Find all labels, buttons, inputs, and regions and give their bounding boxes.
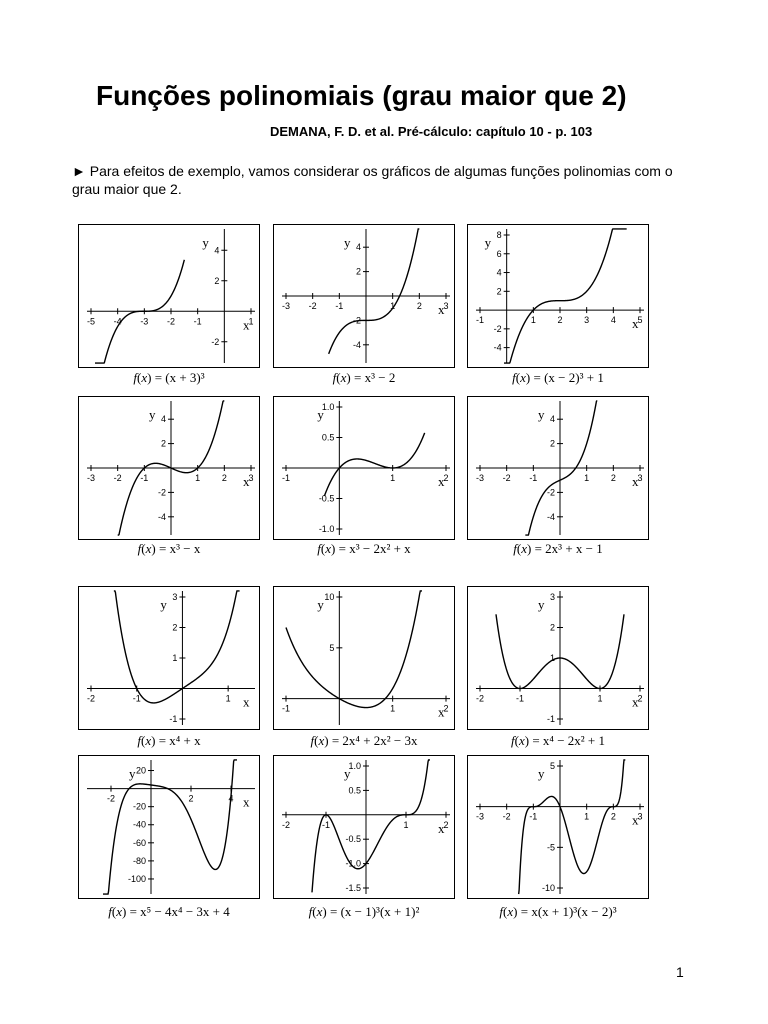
- chart-svg: [274, 587, 454, 729]
- x-tick-label: -2: [106, 793, 116, 804]
- x-tick-label: -3: [475, 473, 485, 483]
- chart-panel-4: [78, 396, 260, 540]
- y-tick-label: 0.5: [321, 432, 335, 443]
- x-tick-label: -1: [321, 819, 331, 830]
- y-tick-label: 1.0: [348, 761, 361, 771]
- chart-panel-12: [467, 755, 649, 899]
- y-tick-label: 2: [355, 266, 361, 277]
- y-tick-label: 8: [496, 230, 502, 240]
- x-tick-label: 2: [557, 315, 563, 326]
- function-curve: [103, 760, 237, 894]
- y-tick-label: -1: [546, 714, 555, 724]
- x-axis-label: x: [243, 694, 250, 710]
- function-curve: [329, 229, 420, 354]
- citation: DEMANA, F. D. et al. Pré-cálculo: capítulo 10 - p. 103: [270, 124, 593, 139]
- x-tick-label: 1: [584, 811, 590, 822]
- x-tick-label: 2: [221, 473, 227, 483]
- y-tick-label: -4: [352, 339, 361, 350]
- y-tick-label: -1.0: [345, 858, 361, 869]
- x-tick-label: -2: [502, 473, 511, 483]
- chart-caption: f(x) = x⁵ − 4x⁴ − 3x + 4: [108, 904, 230, 919]
- y-tick-label: -2: [493, 323, 502, 334]
- y-tick-label: -5: [546, 842, 555, 853]
- y-tick-label: -10: [541, 883, 555, 893]
- chart-caption: f(x) = 2x⁴ + 2x² − 3x: [310, 733, 418, 748]
- x-tick-label: 1: [248, 316, 254, 327]
- chart-panel-5: [273, 396, 455, 540]
- x-axis-label: x: [632, 694, 639, 710]
- chart-svg: [468, 587, 648, 729]
- y-tick-label: -4: [493, 342, 502, 353]
- chart-caption: f(x) = (x − 1)³(x + 1)²: [308, 904, 420, 919]
- x-axis-label: x: [243, 317, 250, 333]
- x-tick-label: 2: [443, 819, 449, 830]
- chart-caption: f(x) = x³ − x: [137, 541, 201, 556]
- x-tick-label: -1: [529, 473, 538, 483]
- x-tick-label: 3: [443, 301, 449, 311]
- y-tick-label: -80: [132, 855, 146, 866]
- x-tick-label: 3: [584, 315, 590, 326]
- y-tick-label: -60: [132, 837, 146, 848]
- function-curve: [286, 591, 422, 708]
- x-tick-label: 2: [443, 703, 449, 714]
- x-tick-label: 2: [610, 473, 616, 483]
- chart-caption: f(x) = (x + 3)³: [133, 370, 205, 385]
- y-tick-label: -20: [132, 801, 146, 812]
- y-axis-label: y: [538, 766, 545, 781]
- y-tick-label: 1: [549, 653, 555, 663]
- y-tick-label: -0.5: [345, 834, 361, 845]
- y-axis-label: y: [202, 235, 209, 250]
- y-tick-label: 4: [496, 267, 502, 278]
- x-tick-label: -1: [335, 301, 344, 311]
- x-tick-label: -4: [113, 316, 122, 327]
- x-tick-label: 2: [637, 693, 643, 704]
- y-tick-label: -2: [352, 315, 361, 326]
- x-axis-label: x: [438, 820, 445, 836]
- y-tick-label: 4: [549, 414, 555, 425]
- y-tick-label: -1.5: [345, 883, 361, 893]
- chart-svg: [274, 225, 454, 367]
- x-axis-label: x: [438, 302, 445, 317]
- chart-panel-8: [273, 586, 455, 730]
- chart-svg: [468, 225, 648, 367]
- x-tick-label: 2: [188, 793, 194, 804]
- x-tick-label: 3: [637, 811, 643, 822]
- chart-panel-3: [467, 224, 649, 368]
- x-tick-label: 1: [530, 315, 536, 326]
- x-tick-label: 1: [225, 693, 231, 704]
- page-title: Funções polinomiais (grau maior que 2): [96, 80, 627, 111]
- x-tick-label: 4: [228, 793, 234, 804]
- chart-svg: [79, 756, 259, 898]
- x-axis-label: x: [438, 474, 445, 489]
- y-tick-label: 10: [324, 592, 335, 602]
- x-axis-label: x: [632, 316, 639, 332]
- y-tick-label: 2: [160, 438, 166, 449]
- y-axis-label: y: [317, 407, 324, 422]
- x-axis-label: x: [632, 812, 639, 828]
- x-tick-label: -3: [86, 473, 96, 483]
- x-tick-label: -1: [475, 315, 485, 326]
- y-axis-label: y: [538, 407, 545, 422]
- y-axis-label: y: [344, 235, 351, 250]
- y-tick-label: -1.0: [318, 524, 335, 534]
- x-tick-label: -1: [515, 693, 525, 704]
- x-tick-label: -1: [281, 703, 291, 714]
- chart-caption: f(x) = x³ − 2x² + x: [317, 541, 411, 556]
- y-tick-label: 3: [172, 592, 178, 602]
- x-tick-label: -3: [475, 811, 485, 822]
- chart-svg: [274, 397, 454, 539]
- x-axis-label: x: [632, 474, 639, 489]
- x-tick-label: 2: [610, 811, 616, 822]
- y-tick-label: -2: [157, 487, 166, 498]
- x-tick-label: -2: [113, 473, 122, 483]
- y-tick-label: -40: [132, 819, 146, 830]
- x-tick-label: 3: [637, 473, 643, 483]
- y-tick-label: -4: [157, 511, 166, 522]
- chart-panel-10: [78, 755, 260, 899]
- chart-caption: f(x) = x(x + 1)³(x − 2)³: [499, 904, 617, 919]
- page-number: 1: [676, 964, 684, 980]
- y-tick-label: 2: [549, 622, 555, 633]
- x-tick-label: 1: [195, 473, 201, 483]
- y-tick-label: -2: [546, 487, 555, 498]
- chart-panel-6: [467, 396, 649, 540]
- chart-svg: [79, 397, 259, 539]
- chart-panel-1: [78, 224, 260, 368]
- x-tick-label: 1: [390, 473, 396, 483]
- y-axis-label: y: [317, 597, 324, 612]
- x-tick-label: -1: [529, 811, 538, 822]
- chart-svg: [468, 397, 648, 539]
- x-tick-label: -2: [281, 819, 291, 830]
- function-curve: [114, 591, 240, 703]
- chart-panel-11: [273, 755, 455, 899]
- y-tick-label: 5: [549, 761, 555, 771]
- x-tick-label: -2: [475, 693, 485, 704]
- y-tick-label: 4: [355, 242, 361, 253]
- y-tick-label: -0.5: [318, 493, 335, 504]
- x-tick-label: -2: [86, 693, 96, 704]
- y-tick-label: 2: [496, 286, 502, 297]
- y-axis-label: y: [160, 597, 167, 612]
- x-axis-label: x: [438, 704, 445, 720]
- x-tick-label: -3: [281, 301, 291, 311]
- chart-panel-7: [78, 586, 260, 730]
- y-axis-label: y: [538, 597, 545, 612]
- x-tick-label: -1: [281, 473, 291, 483]
- y-tick-label: 5: [329, 642, 335, 653]
- x-tick-label: -2: [502, 811, 511, 822]
- y-tick-label: 1.0: [321, 402, 335, 412]
- intro-paragraph: ► Para efeitos de exemplo, vamos considerar os gráficos de algumas funções polinomias com o grau maior que 2.: [72, 163, 673, 197]
- x-tick-label: 5: [637, 315, 643, 326]
- y-tick-label: 6: [496, 248, 502, 259]
- y-tick-label: -100: [127, 873, 146, 884]
- y-tick-label: 2: [172, 622, 178, 633]
- y-tick-label: 20: [135, 765, 146, 776]
- x-tick-label: 1: [403, 819, 409, 830]
- chart-panel-2: [273, 224, 455, 368]
- y-axis-label: y: [484, 235, 492, 250]
- x-tick-label: 1: [390, 301, 396, 311]
- x-axis-label: x: [243, 474, 250, 489]
- x-tick-label: -1: [132, 693, 141, 704]
- chart-svg: [274, 756, 454, 898]
- x-tick-label: -2: [308, 301, 317, 311]
- function-curve: [504, 229, 627, 363]
- x-tick-label: 2: [416, 301, 422, 311]
- x-tick-label: -2: [166, 316, 176, 327]
- x-tick-label: 3: [248, 473, 254, 483]
- function-curve: [519, 760, 626, 894]
- y-tick-label: 0.5: [348, 785, 361, 796]
- x-tick-label: 1: [597, 693, 603, 704]
- y-axis-label: y: [344, 766, 351, 781]
- x-tick-label: -5: [86, 316, 96, 327]
- x-tick-label: 1: [584, 473, 590, 483]
- x-tick-label: -3: [140, 316, 149, 327]
- y-tick-label: 3: [549, 592, 555, 602]
- y-tick-label: 2: [214, 275, 220, 286]
- chart-caption: f(x) = (x − 2)³ + 1: [512, 370, 604, 385]
- chart-svg: [79, 587, 259, 729]
- y-tick-label: 4: [214, 245, 220, 256]
- x-tick-label: 2: [443, 473, 449, 483]
- chart-panel-9: [467, 586, 649, 730]
- y-axis-label: y: [149, 407, 156, 422]
- x-tick-label: -1: [193, 316, 202, 327]
- chart-svg: [79, 225, 259, 367]
- y-tick-label: 4: [160, 414, 166, 425]
- chart-svg: [468, 756, 648, 898]
- x-tick-label: -1: [140, 473, 149, 483]
- y-tick-label: 2: [549, 438, 555, 449]
- chart-caption: f(x) = 2x³ + x − 1: [513, 541, 603, 556]
- x-axis-label: x: [243, 794, 250, 810]
- x-tick-label: 1: [390, 703, 396, 714]
- chart-caption: f(x) = x⁴ − 2x² + 1: [510, 733, 606, 748]
- x-tick-label: 4: [610, 315, 616, 326]
- y-tick-label: -1: [169, 714, 178, 724]
- y-tick-label: -4: [546, 511, 555, 522]
- y-tick-label: -2: [211, 336, 220, 347]
- chart-caption: f(x) = x³ − 2: [332, 370, 396, 385]
- chart-caption: f(x) = x⁴ + x: [137, 733, 201, 748]
- y-tick-label: 1: [172, 653, 178, 663]
- y-axis-label: y: [129, 766, 136, 781]
